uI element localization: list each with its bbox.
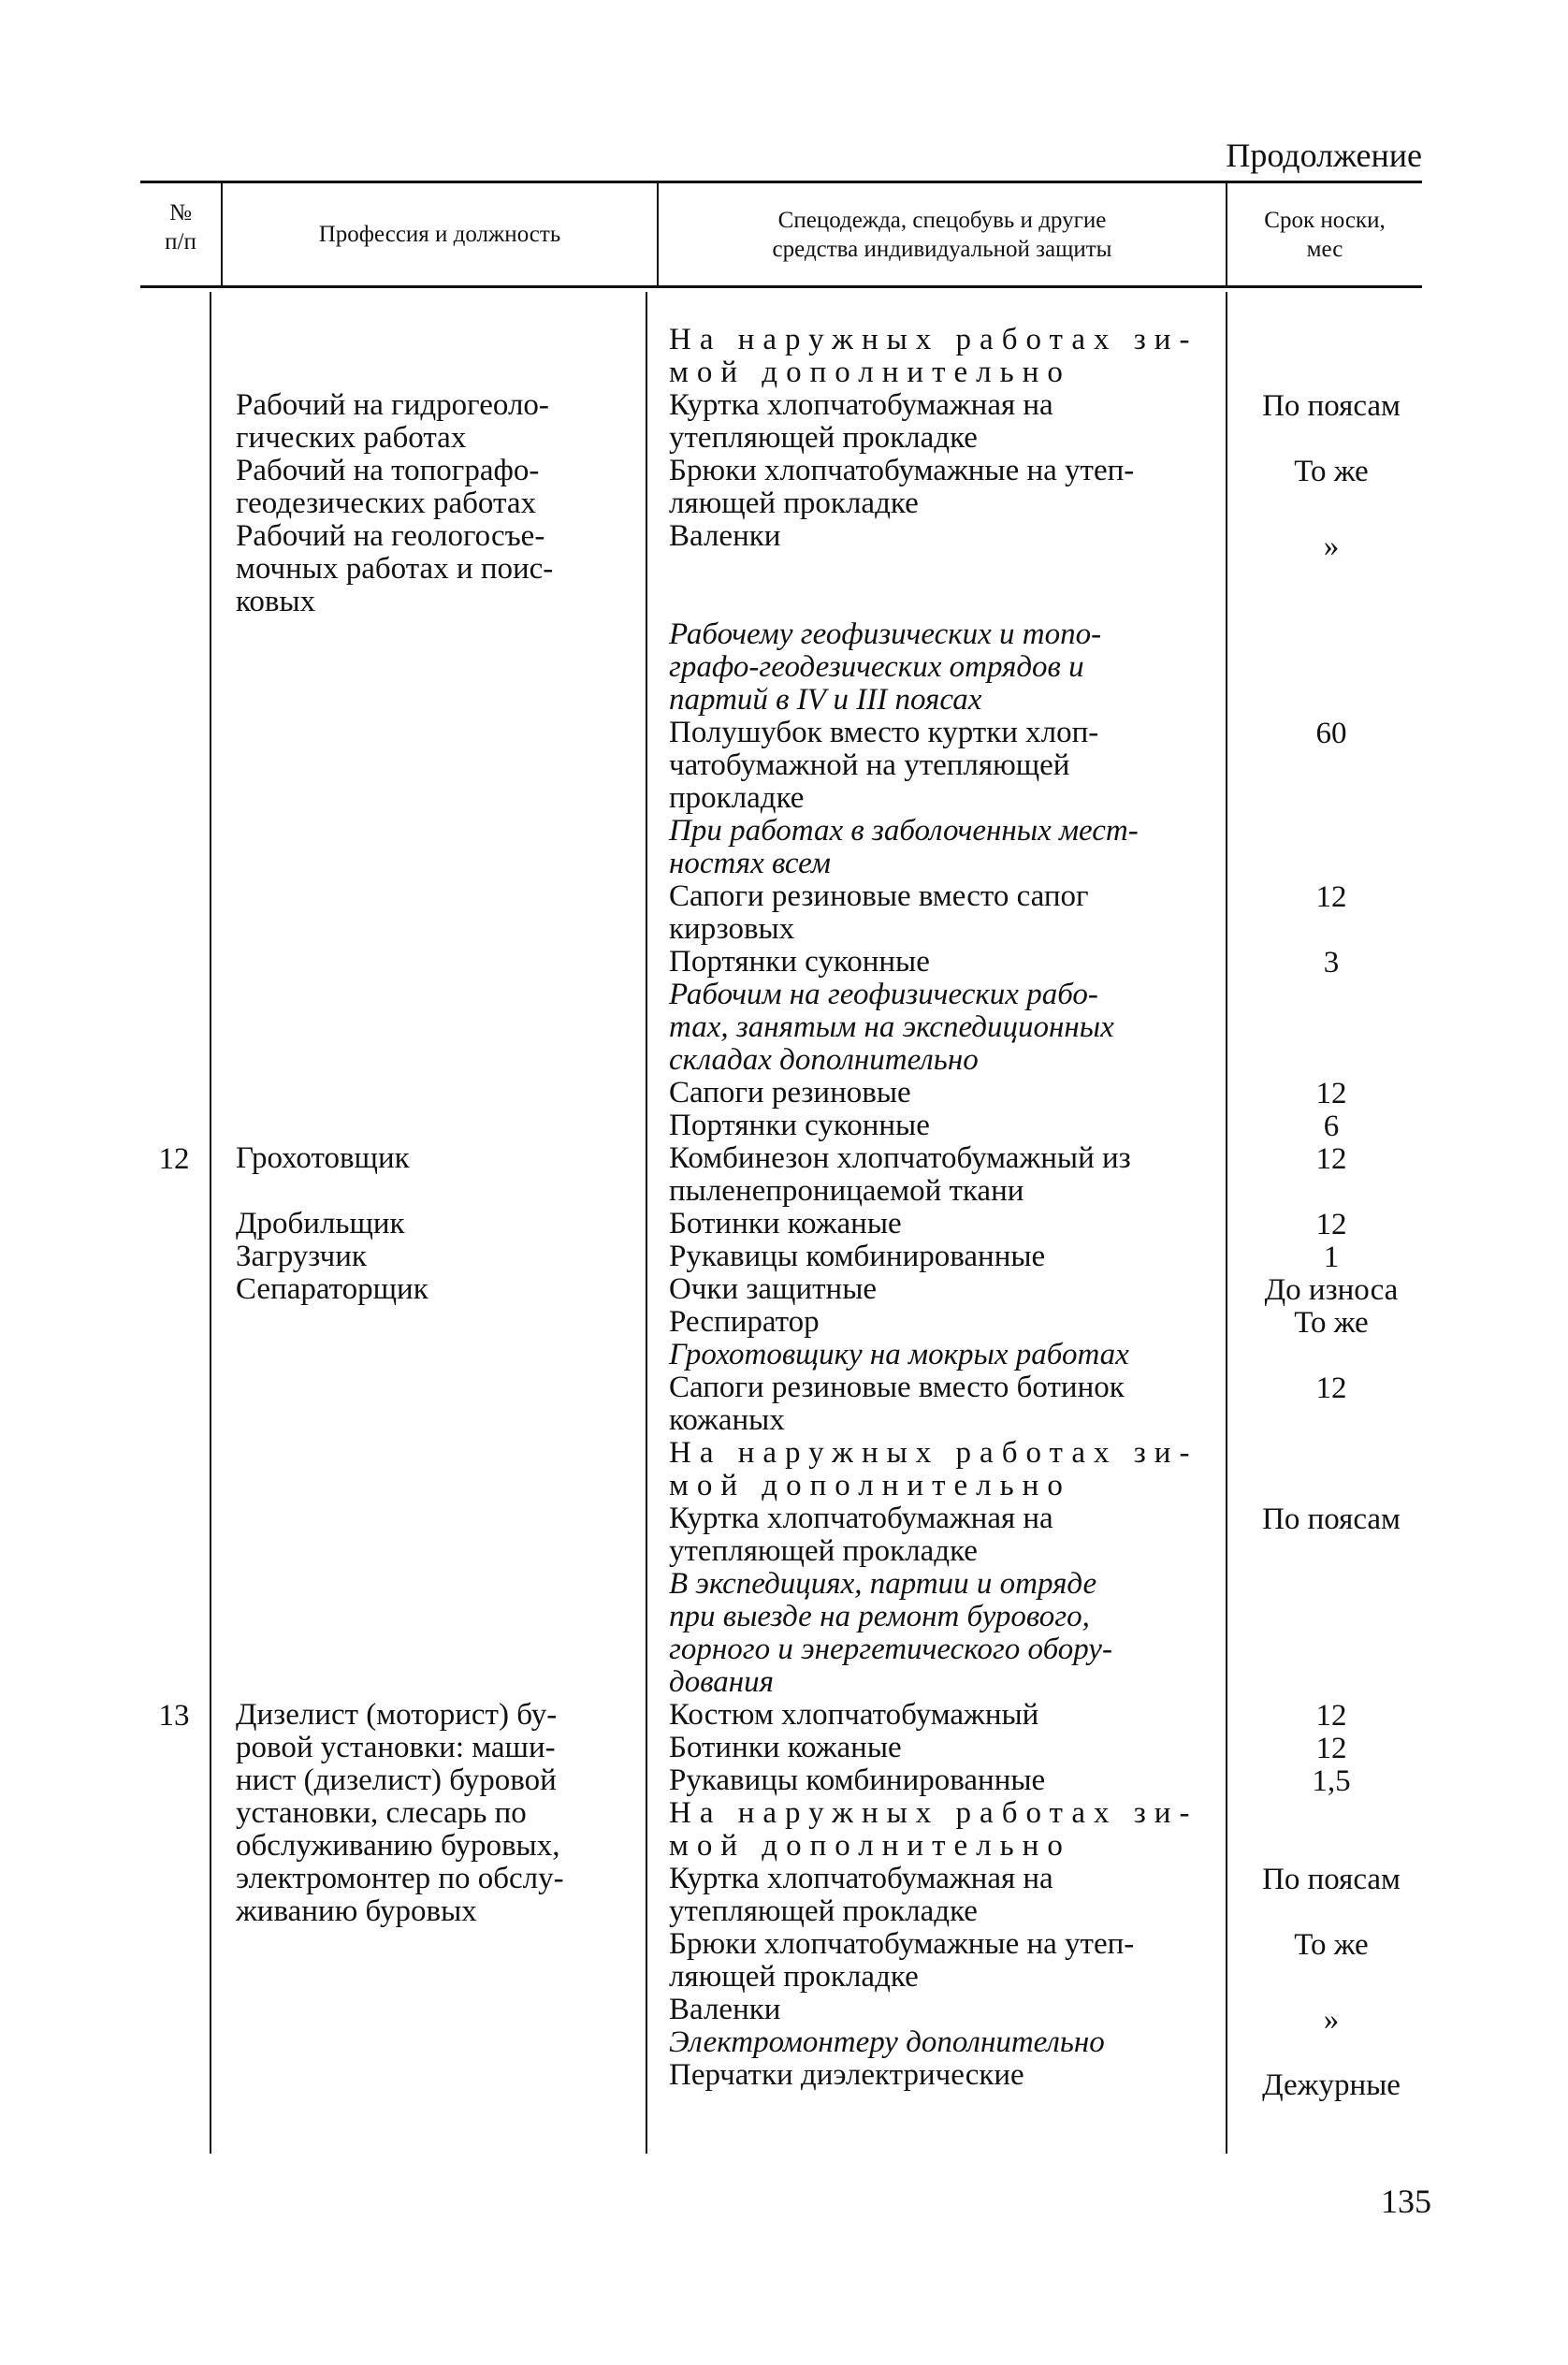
row-number: 12 <box>158 1142 190 1176</box>
term-value: По поясам <box>1262 1502 1401 1536</box>
section-subheading: На наружных работах зи- мой дополнительно <box>669 323 1198 389</box>
equipment-item: Портянки суконные <box>669 1109 930 1142</box>
section-subheading: Рабочим на геофизических рабо- тах, занятым на экспедиционных складах дополнительно <box>669 978 1114 1077</box>
equipment-item: Полушубок вместо куртки хлоп- чатобумажной на утепляющей прокладке <box>669 716 1099 815</box>
section-subheading: На наружных работах зи- мой дополнительно <box>669 1436 1198 1502</box>
body-divider-3 <box>1226 292 1227 2154</box>
term-value: » <box>1323 530 1340 563</box>
equipment-item: Комбинезон хлопчатобумажный из пыленепроницаемой ткани <box>669 1141 1131 1208</box>
equipment-item: Брюки хлопчатобумажные на утеп- ляющей прокладке <box>669 454 1135 520</box>
term-value: 12 <box>1315 1732 1347 1765</box>
header-term: Срок носки, мес <box>1264 208 1386 262</box>
continuation-heading: Продолжение <box>1226 137 1422 174</box>
equipment-item: Валенки <box>669 519 781 553</box>
term-value: 12 <box>1315 1371 1347 1405</box>
section-subheading: Электромонтеру дополнительно <box>669 2025 1105 2059</box>
term-value: 60 <box>1315 717 1347 750</box>
profession-cell: Рабочий на топографо- геодезических работах <box>236 454 540 520</box>
equipment-item: Валенки <box>669 1993 781 2026</box>
body-divider-1 <box>210 292 211 2154</box>
header-bottom-rule <box>140 285 1422 288</box>
body-divider-2 <box>646 292 647 2154</box>
equipment-item: Брюки хлопчатобумажные на утеп- ляющей прокладке <box>669 1927 1135 1994</box>
profession-cell: Дизелист (моторист) бу- ровой установки: маши- нист (дизелист) буровой установки, слесарь по обслуживанию буровых, электромонтер по обслу- живанию буровых <box>236 1698 564 1928</box>
term-value: » <box>1323 2003 1340 2037</box>
term-value: 1,5 <box>1312 1764 1351 1798</box>
term-value: 12 <box>1315 1699 1347 1733</box>
equipment-item: Рукавицы комбинированные <box>669 1763 1046 1797</box>
term-value: Дежурные <box>1262 2068 1401 2102</box>
section-subheading: Грохотовщику на мокрых работах <box>669 1338 1129 1371</box>
profession-cell: Грохотовщик <box>236 1141 410 1175</box>
equipment-item: Ботинки кожаные <box>669 1207 902 1241</box>
term-value: 6 <box>1323 1110 1340 1143</box>
equipment-item: Респиратор <box>669 1305 820 1339</box>
term-value: 1 <box>1323 1241 1340 1274</box>
equipment-item: Куртка хлопчатобумажная на утепляющей прокладке <box>669 1862 1053 1928</box>
profession-cell: Загрузчик <box>236 1240 367 1273</box>
equipment-item: Сапоги резиновые вместо ботинок кожаных <box>669 1371 1125 1437</box>
equipment-item: Сапоги резиновые <box>669 1076 911 1110</box>
table-top-rule <box>140 181 1422 183</box>
profession-cell: Рабочий на гидрогеоло- гических работах <box>236 388 549 455</box>
term-value: До износа <box>1264 1273 1399 1307</box>
equipment-item: Рукавицы комбинированные <box>669 1240 1046 1273</box>
term-value: 12 <box>1315 880 1347 914</box>
term-value: 3 <box>1323 946 1340 979</box>
term-value: То же <box>1294 1306 1369 1340</box>
equipment-item: Портянки суконные <box>669 945 930 979</box>
header-equipment: Спецодежда, спецобувь и другие средства индивидуальной защиты <box>772 208 1112 262</box>
term-value: По поясам <box>1262 389 1401 423</box>
section-subheading: На наружных работах зи- мой дополнительно <box>669 1796 1198 1863</box>
term-value: 12 <box>1315 1142 1347 1176</box>
section-subheading: В экспедициях, партии и отряде при выезде на ремонт бурового, горного и энергетического обору- дования <box>669 1567 1112 1699</box>
term-value: 12 <box>1315 1208 1347 1241</box>
equipment-item: Перчатки диэлектрические <box>669 2058 1024 2092</box>
term-value: По поясам <box>1262 1863 1401 1896</box>
header-profession: Профессия и должность <box>318 222 561 247</box>
section-subheading: При работах в заболоченных мест- ностях всем <box>669 814 1139 880</box>
page-number: 135 <box>1381 2183 1431 2220</box>
profession-cell: Рабочий на геологосъе- мочных работах и поис- ковых <box>236 519 554 618</box>
equipment-item: Куртка хлопчатобумажная на утепляющей прокладке <box>669 1502 1053 1568</box>
equipment-item: Очки защитные <box>669 1272 878 1306</box>
header-num: № п/п <box>165 200 196 254</box>
equipment-item: Сапоги резиновые вместо сапог кирзовых <box>669 879 1089 946</box>
equipment-item: Ботинки кожаные <box>669 1731 902 1764</box>
profession-cell: Сепараторщик <box>236 1272 428 1306</box>
term-value: 12 <box>1315 1077 1347 1110</box>
equipment-item: Куртка хлопчатобумажная на утепляющей прокладке <box>669 388 1053 455</box>
row-number: 13 <box>158 1699 190 1733</box>
term-value: То же <box>1294 1928 1369 1962</box>
profession-cell: Дробильщик <box>236 1207 405 1241</box>
equipment-item: Костюм хлопчатобумажный <box>669 1698 1039 1732</box>
section-subheading: Рабочему геофизических и топо- графо-геодезических отрядов и партий в IV и III поясах <box>669 617 1102 717</box>
term-value: То же <box>1294 455 1369 488</box>
